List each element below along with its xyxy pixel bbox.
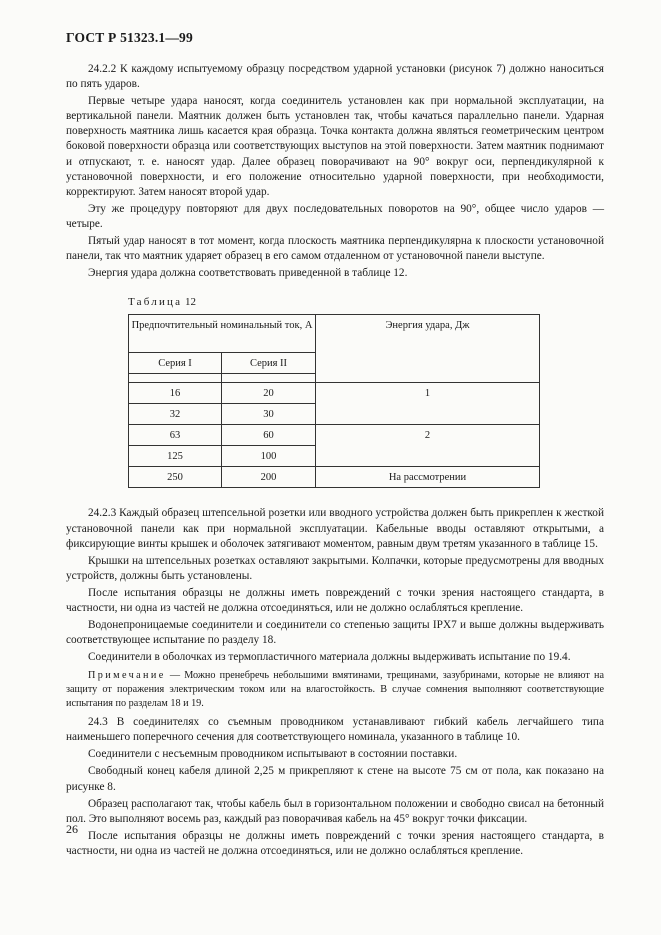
table-caption-number: 12 [184, 296, 196, 309]
table-header-series1: Серия I [129, 353, 222, 374]
table-gap-cell [129, 374, 222, 383]
paragraph: После испытания образцы не должны иметь повреждений с точки зрения настоящего стандарта, в частности, ни одна из частей не должна отсоединяться, или не должно ослабляться крепление. [66, 586, 604, 614]
table-gap-cell [222, 374, 316, 383]
table-header-current: Предпочтительный номинальный ток, А [129, 315, 316, 353]
table-cell: 63 [129, 425, 222, 446]
document-body [66, 62, 604, 861]
paragraph: 24.3 В соединителях со съемным проводником устанавливают гибкий кабель легчайшего типа наименьшего поперечного сечения для соответствующего номинала, указанного в таблице 10. [66, 716, 604, 744]
table-cell: 30 [222, 404, 316, 425]
table-caption [128, 295, 604, 310]
paragraph: 24.2.2 К каждому испытуемому образцу посредством ударной установки (рисунок 7) должно наноситься по пять ударов. [66, 63, 604, 91]
table-cell: 32 [129, 404, 222, 425]
paragraph: Крышки на штепсельных розетках оставляют закрытыми. Колпачки, которые предусмотрены для вводных устройств, должны быть установлены. [66, 554, 604, 582]
table-cell: 250 [129, 467, 222, 488]
paragraph: Эту же процедуру повторяют для двух последовательных поворотов на 90°, общее число ударов — четыре. [66, 202, 604, 230]
table-12 [128, 314, 540, 488]
paragraph: После испытания образцы не должны иметь повреждений с точки зрения настоящего стандарта, в частности, ни одна из частей не должна отсоединяться, или не должно ослабляться крепление. [66, 829, 604, 857]
note-label: Примечание [88, 670, 166, 682]
table-cell-energy: 1 [316, 383, 540, 425]
table-header-energy: Энергия удара, Дж [316, 315, 540, 383]
paragraph: Соединители в оболочках из термопластичного материала должны выдерживать испытание по 19.4. [88, 651, 571, 664]
table-cell: 200 [222, 467, 316, 488]
table-header-series2: Серия II [222, 353, 316, 374]
table-cell-energy: На рассмотрении [316, 467, 540, 488]
page-number: 26 [66, 822, 78, 836]
paragraph: Свободный конец кабеля длиной 2,25 м прикрепляют к стене на высоте 75 см от пола, как показано на рисунке 8. [66, 765, 604, 793]
paragraph: Водонепроницаемые соединители и соединители со степенью защиты IPX7 и выше должны выдерживать соответствующее испытание по разделу 18. [66, 619, 604, 647]
paragraph: Соединители с несъемным проводником испытывают в состоянии поставки. [88, 748, 458, 761]
table-row [129, 425, 540, 446]
paragraph: Образец располагают так, чтобы кабель был в горизонтальном положении и свободно свисал на бетонный пол. Это выполняют восемь раз, каждый раз поворачивая кабель на 45° вокруг точки фиксации. [66, 797, 604, 825]
table-cell: 100 [222, 446, 316, 467]
note [66, 669, 604, 710]
table-row [129, 467, 540, 488]
table-cell: 16 [129, 383, 222, 404]
paragraph: Пятый удар наносят в тот момент, когда плоскость маятника перпендикулярна к плоскости установочной панели, так что маятник ударяет образец в его самом отдаленном от установочной панели выступе. [66, 235, 604, 263]
paragraph: 24.2.3 Каждый образец штепсельной розетки или вводного устройства должен быть прикреплен к жесткой установочной панели как при нормальной эксплуатации. Кабельные вводы оставляют открытыми, а фиксирующие винты крышек и оболочек затягивают моментом, равным двум третям указанного в таблице 15. [66, 507, 604, 550]
table-cell: 60 [222, 425, 316, 446]
paragraph: Энергия удара должна соответствовать приведенной в таблице 12. [88, 267, 408, 280]
table-cell-energy: 2 [316, 425, 540, 467]
paragraph: Первые четыре удара наносят, когда соединитель установлен как при нормальной эксплуатации, на вертикальной панели. Маятник должен быть установлен так, чтобы качаться параллельно панели. Ударная поверхность маятника лишь касается края образца. Точка контакта должна являться геометрическим центром боковой поверхности образца или соответствующих выступов на этой поверхности. Затем маятник поднимают и отпускают, т. е. наносят удар. Далее образец поворачивают на 90° вокруг оси, перпендикулярной к установочной поверхности, и его положение относительно ударной поверхности, при необходимости, корректируют. Затем наносят второй удар. [66, 95, 604, 198]
table-cell: 125 [129, 446, 222, 467]
document-header: ГОСТ Р 51323.1—99 [66, 30, 193, 45]
table-row [129, 383, 540, 404]
table-cell: 20 [222, 383, 316, 404]
table-caption-word: Таблица [128, 296, 183, 309]
note-text: — Можно пренебречь небольшими вмятинами, трещинами, зазубринами, которые не влияют на защиту от поражения электрическим током или на влагостойкость. В случае сомнения выполняют соответствующие испытания по разделам 18 и 19. [66, 670, 604, 709]
